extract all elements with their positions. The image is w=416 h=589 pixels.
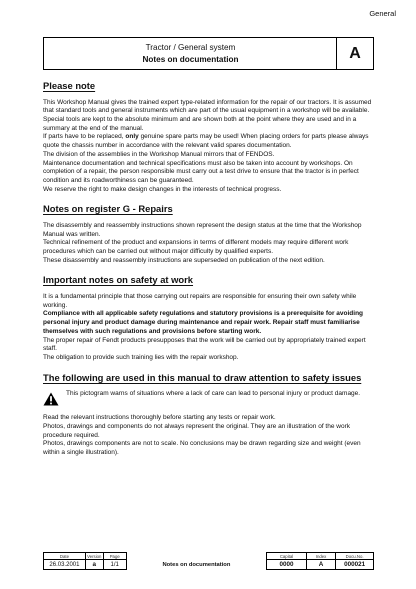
footer-label-version: Version — [87, 553, 102, 559]
document-body — [43, 80, 377, 458]
warning-triangle-icon — [43, 392, 59, 406]
footer-label-date: Date — [44, 553, 86, 560]
please-note-paragraph-4: Maintenance documentation and technical specifications must also be taken into account by workshops. On completion of a repair, the person responsible must carry out a test drive to ensure that the tractor is in perfect condition and its roadworthiness can be guaranteed. — [43, 159, 359, 184]
footer-date: 26.03.2001 — [44, 560, 86, 570]
footer-label-index: Index — [306, 553, 335, 560]
please-note-paragraph-2 — [43, 133, 377, 150]
please-note-paragraph-5: We reserve the right to make design changes in the interests of technical progress. — [43, 185, 282, 193]
section-label: General — [369, 9, 396, 18]
please-note-p2-bold: only — [125, 133, 139, 141]
symbols-paragraph-2: Photos, drawings and components do not always represent the original. They are an illustration of the work procedure required. — [43, 422, 350, 439]
symbols-paragraph-1: Read the relevant instructions thoroughly before starting any tests or repair work. — [43, 414, 276, 422]
heading-safety: Important notes on safety at work — [43, 274, 194, 286]
header-subtitle: Notes on documentation — [142, 54, 239, 64]
safety-paragraph-1: It is a fundamental principle that those carrying out repairs are responsible for ensuring their own safety while working. — [43, 293, 357, 309]
please-note-paragraph-1: This Workshop Manual gives the trained expert type-related information for the repair of our tractors. It is assumed that standard tools and general instruments which are part of the usual equipment in a workshop will be available. Special tools are kept to the absolute minimum and are shown both at the point where they are used and in a summary at the end of the manual. — [43, 98, 372, 132]
footer-page: 1/1 — [103, 560, 126, 570]
register-g-paragraph-1: The disassembly and reassembly instructions shown represent the design status at the time that the Workshop Manual was written. — [43, 221, 362, 238]
document-footer — [43, 552, 374, 570]
footer-version: a — [85, 560, 103, 570]
safety-paragraph-2: Compliance with all applicable safety regulations and statutory provisions is a prerequisite for avoiding personal injury and product damage during maintenance and repair work. Repair staff must familiarise themselves with such regulations and provisions before starting work. — [43, 310, 364, 335]
heading-safety-symbols: The following are used in this manual to draw attention to safety issues — [43, 371, 362, 383]
footer-capital: 0000 — [267, 560, 307, 570]
footer-label-docu-no: Docu.No. — [336, 553, 374, 560]
symbols-paragraph-3: Photos, drawings components are not to scale. No conclusions may be drawn regarding size and weight (even within a single illustration). — [43, 440, 361, 457]
heading-please-note: Please note — [43, 80, 96, 91]
footer-docu-no: 000021 — [336, 560, 374, 570]
warning-notice — [43, 390, 377, 406]
warning-text: This pictogram warns of situations where a lack of care can lead to personal injury or product damage. — [66, 390, 361, 398]
footer-label-capital: Capital — [267, 553, 307, 560]
register-g-paragraph-3: These disassembly and reassembly instructions are superseded on publication of the next edition. — [43, 256, 325, 264]
header-title: Tractor / General system — [145, 43, 236, 53]
heading-register-g: Notes on register G - Repairs — [43, 203, 173, 215]
footer-index: A — [306, 560, 335, 570]
please-note-p2-pre: If parts have to be replaced, — [43, 133, 126, 141]
footer-label-page: Page — [103, 553, 126, 560]
please-note-paragraph-3: The division of the assemblies in the Workshop Manual mirrors that of FENDOS. — [43, 150, 275, 158]
document-header — [43, 37, 374, 70]
safety-paragraph-4: The obligation to provide such training lies with the repair workshop. — [43, 353, 239, 361]
header-titles — [44, 38, 337, 69]
chapter-letter: A — [336, 38, 373, 69]
safety-paragraph-3: The proper repair of Fendt products presupposes that the work will be carried out by appropriately trained expert staff. — [43, 336, 366, 353]
register-g-paragraph-2: Technical refinement of the product and expansions in terms of different models may require different work procedures which can be carried out without major difficulty by qualified experts. — [43, 239, 349, 256]
footer-doc-title: Notes on documentation — [162, 561, 231, 568]
please-note-p2-post: genuine spare parts may be used! When placing orders for parts please always quote the chassis number in accordance with the relevant valid spares documentation. — [43, 133, 369, 150]
